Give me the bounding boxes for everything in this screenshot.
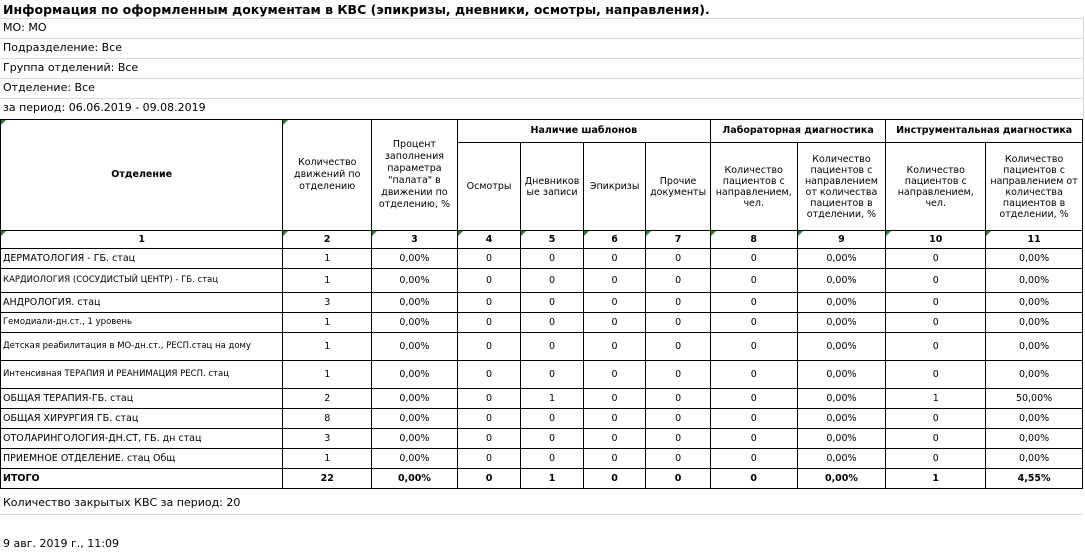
table-row [1,269,1083,293]
table-row [1,409,1083,429]
divider [0,38,1083,39]
table-cell: 0,00% [372,313,458,333]
table-cell: 0,00% [797,293,886,313]
table-cell: 0,00% [372,389,458,409]
table-cell: 0 [646,469,711,489]
table-cell: 1 [283,449,372,469]
table-row [1,293,1083,313]
table-row [1,389,1083,409]
table-cell: 0 [583,469,646,489]
header-movements: Количество движений по отделению [283,120,372,231]
table-cell: 0 [646,269,711,293]
table-cell: 0,00% [372,269,458,293]
department-name-cell: АНДРОЛОГИЯ. стац [1,293,283,313]
table-cell: 0,00% [372,449,458,469]
table-row [1,361,1083,389]
table-cell: 0 [710,469,797,489]
table-row [1,449,1083,469]
header-instr-group: Инструментальная диагностика [886,120,1083,143]
table-cell: 0 [710,293,797,313]
column-number: 2 [283,231,372,249]
table-cell: 0 [457,333,521,361]
table-cell: 1 [283,269,372,293]
department-name-cell: КАРДИОЛОГИЯ (СОСУДИСТЫЙ ЦЕНТР) - ГБ. стац [1,269,283,293]
report-timestamp: 9 авг. 2019 г., 11:09 [3,537,119,550]
department-name-cell: ПРИЕМНОЕ ОТДЕЛЕНИЕ. стац Общ [1,449,283,469]
table-cell: 0 [710,409,797,429]
table-cell: 0 [646,429,711,449]
table-cell: 0 [710,389,797,409]
table-cell: 0 [646,333,711,361]
table-cell: 0 [646,409,711,429]
period-label: за период: 06.06.2019 - 09.08.2019 [3,101,206,114]
table-cell: 0 [886,313,986,333]
table-cell: 0 [646,389,711,409]
header-epicrisis: Эпикризы [583,143,646,231]
table-cell: 50,00% [986,389,1083,409]
table-cell: 0,00% [372,333,458,361]
table-cell: 0,00% [797,361,886,389]
divider [0,58,1083,59]
table-cell: 0 [583,449,646,469]
table-cell: 0 [886,409,986,429]
table-cell: 0 [521,293,584,313]
table-cell: 0 [710,449,797,469]
table-cell: 0,00% [986,293,1083,313]
report-table [0,119,1083,489]
table-cell: 0 [583,361,646,389]
header-templates-group: Наличие шаблонов [457,120,710,143]
table-cell: 0,00% [797,333,886,361]
table-cell: 0,00% [372,409,458,429]
table-cell: 0 [886,333,986,361]
table-cell: 0 [457,361,521,389]
table-cell: 1 [886,469,986,489]
table-cell: 0 [457,293,521,313]
table-cell: 0,00% [797,469,886,489]
table-cell: 0 [457,469,521,489]
table-cell: 0 [710,361,797,389]
table-cell: 0 [886,429,986,449]
column-number: 7 [646,231,711,249]
table-cell: 1 [886,389,986,409]
header-exams: Осмотры [457,143,521,231]
column-number: 5 [521,231,584,249]
table-cell: 0 [457,313,521,333]
table-cell: 0 [710,249,797,269]
table-cell: 0 [646,313,711,333]
table-cell: 0 [646,361,711,389]
header-department: Отделение [1,120,283,231]
table-cell: 1 [283,361,372,389]
table-cell: 0 [886,293,986,313]
table-cell: 1 [283,249,372,269]
header-lab-group: Лабораторная диагностика [710,120,885,143]
table-cell: 0 [583,409,646,429]
table-cell: 0,00% [372,293,458,313]
department-name-cell: ОБЩАЯ ХИРУРГИЯ ГБ. стац [1,409,283,429]
table-cell: 0 [583,389,646,409]
table-cell: 0 [457,429,521,449]
table-cell: 0,00% [986,249,1083,269]
header-lab-percent: Количество пациентов с направлением от количества пациентов в отделении, % [797,143,886,231]
table-cell: 0,00% [986,333,1083,361]
table-cell: 0,00% [797,429,886,449]
table-cell: 0,00% [986,449,1083,469]
table-cell: 0 [521,449,584,469]
table-cell: 0 [583,249,646,269]
table-cell: 0 [583,333,646,361]
table-cell: 0 [886,249,986,269]
divider [0,514,1083,515]
table-cell: 0,00% [372,469,458,489]
table-cell: 0,00% [797,249,886,269]
table-cell: 0 [886,269,986,293]
table-cell: 0,00% [372,361,458,389]
header-instr-count: Количество пациентов с направлением, чел. [886,143,986,231]
table-cell: 0 [457,389,521,409]
department-name-cell: ИТОГО [1,469,283,489]
table-cell: 0,00% [797,389,886,409]
table-cell: 0 [457,249,521,269]
column-number: 8 [710,231,797,249]
divider [0,98,1083,99]
table-cell: 0 [886,361,986,389]
table-cell: 1 [521,469,584,489]
column-number: 11 [986,231,1083,249]
table-cell: 0,00% [986,313,1083,333]
department-name-cell: ОБЩАЯ ТЕРАПИЯ-ГБ. стац [1,389,283,409]
table-cell: 0 [646,293,711,313]
table-cell: 0 [646,449,711,469]
table-cell: 0,00% [372,429,458,449]
table-cell: 0,00% [986,429,1083,449]
table-cell: 0 [521,429,584,449]
department-name-cell: Интенсивная ТЕРАПИЯ И РЕАНИМАЦИЯ РЕСП. стац [1,361,283,389]
table-row [1,333,1083,361]
table-cell: 0,00% [986,361,1083,389]
subdivision-label: Подразделение: Все [3,41,123,54]
column-number: 1 [1,231,283,249]
table-cell: 3 [283,293,372,313]
table-cell: 0 [583,269,646,293]
column-number: 10 [886,231,986,249]
table-cell: 3 [283,429,372,449]
table-cell: 0 [710,429,797,449]
column-number: 3 [372,231,458,249]
table-cell: 0 [710,333,797,361]
divider [1083,18,1084,118]
table-cell: 0 [583,313,646,333]
table-cell: 4,55% [986,469,1083,489]
table-cell: 8 [283,409,372,429]
header-lab-count: Количество пациентов с направлением, чел. [710,143,797,231]
department-name-cell: Гемодиали-дн.ст., 1 уровень [1,313,283,333]
department-name-cell: ДЕРМАТОЛОГИЯ - ГБ. стац [1,249,283,269]
table-cell: 0 [521,409,584,429]
column-number: 4 [457,231,521,249]
header-diary: Дневников ые записи [521,143,584,231]
department-name-cell: ОТОЛАРИНГОЛОГИЯ-ДН.СТ, ГБ. дн стац [1,429,283,449]
column-number: 9 [797,231,886,249]
table-cell: 0 [710,313,797,333]
table-cell: 0,00% [797,313,886,333]
table-cell: 0 [886,449,986,469]
column-number: 6 [583,231,646,249]
total-row [1,469,1083,489]
table-cell: 1 [521,389,584,409]
header-other-docs: Прочие документы [646,143,711,231]
table-cell: 0,00% [986,409,1083,429]
table-cell: 0 [521,333,584,361]
department-name-cell: Детская реабилитация в МО-дн.ст., РЕСП.стац на дому [1,333,283,361]
table-cell: 0,00% [797,409,886,429]
dept-group-label: Группа отделений: Все [3,61,139,74]
table-cell: 0 [521,313,584,333]
table-cell: 0,00% [797,449,886,469]
table-cell: 0,00% [372,249,458,269]
table-row [1,429,1083,449]
table-cell: 0 [521,361,584,389]
table-cell: 0 [457,449,521,469]
closed-count-label: Количество закрытых КВС за период: 20 [3,496,241,509]
divider [0,18,1083,19]
mo-label: МО: МО [3,21,47,34]
table-row [1,313,1083,333]
table-cell: 0 [583,293,646,313]
table-cell: 0 [646,249,711,269]
table-cell: 22 [283,469,372,489]
table-cell: 0,00% [986,269,1083,293]
table-cell: 0,00% [797,269,886,293]
table-cell: 0 [457,269,521,293]
table-cell: 0 [710,269,797,293]
table-cell: 0 [457,409,521,429]
header-percent-ward: Процент заполнения параметра "палата" в движении по отделению, % [372,120,458,231]
table-cell: 1 [283,333,372,361]
table-cell: 0 [521,249,584,269]
divider [0,78,1083,79]
table-cell: 1 [283,313,372,333]
table-cell: 0 [521,269,584,293]
table-cell: 0 [583,429,646,449]
header-instr-percent: Количество пациентов с направлением от количества пациентов в отделении, % [986,143,1083,231]
table-cell: 2 [283,389,372,409]
report-title: Информация по оформленным документам в КВС (эпикризы, дневники, осмотры, направления). [3,2,710,17]
table-row [1,249,1083,269]
department-label: Отделение: Все [3,81,95,94]
